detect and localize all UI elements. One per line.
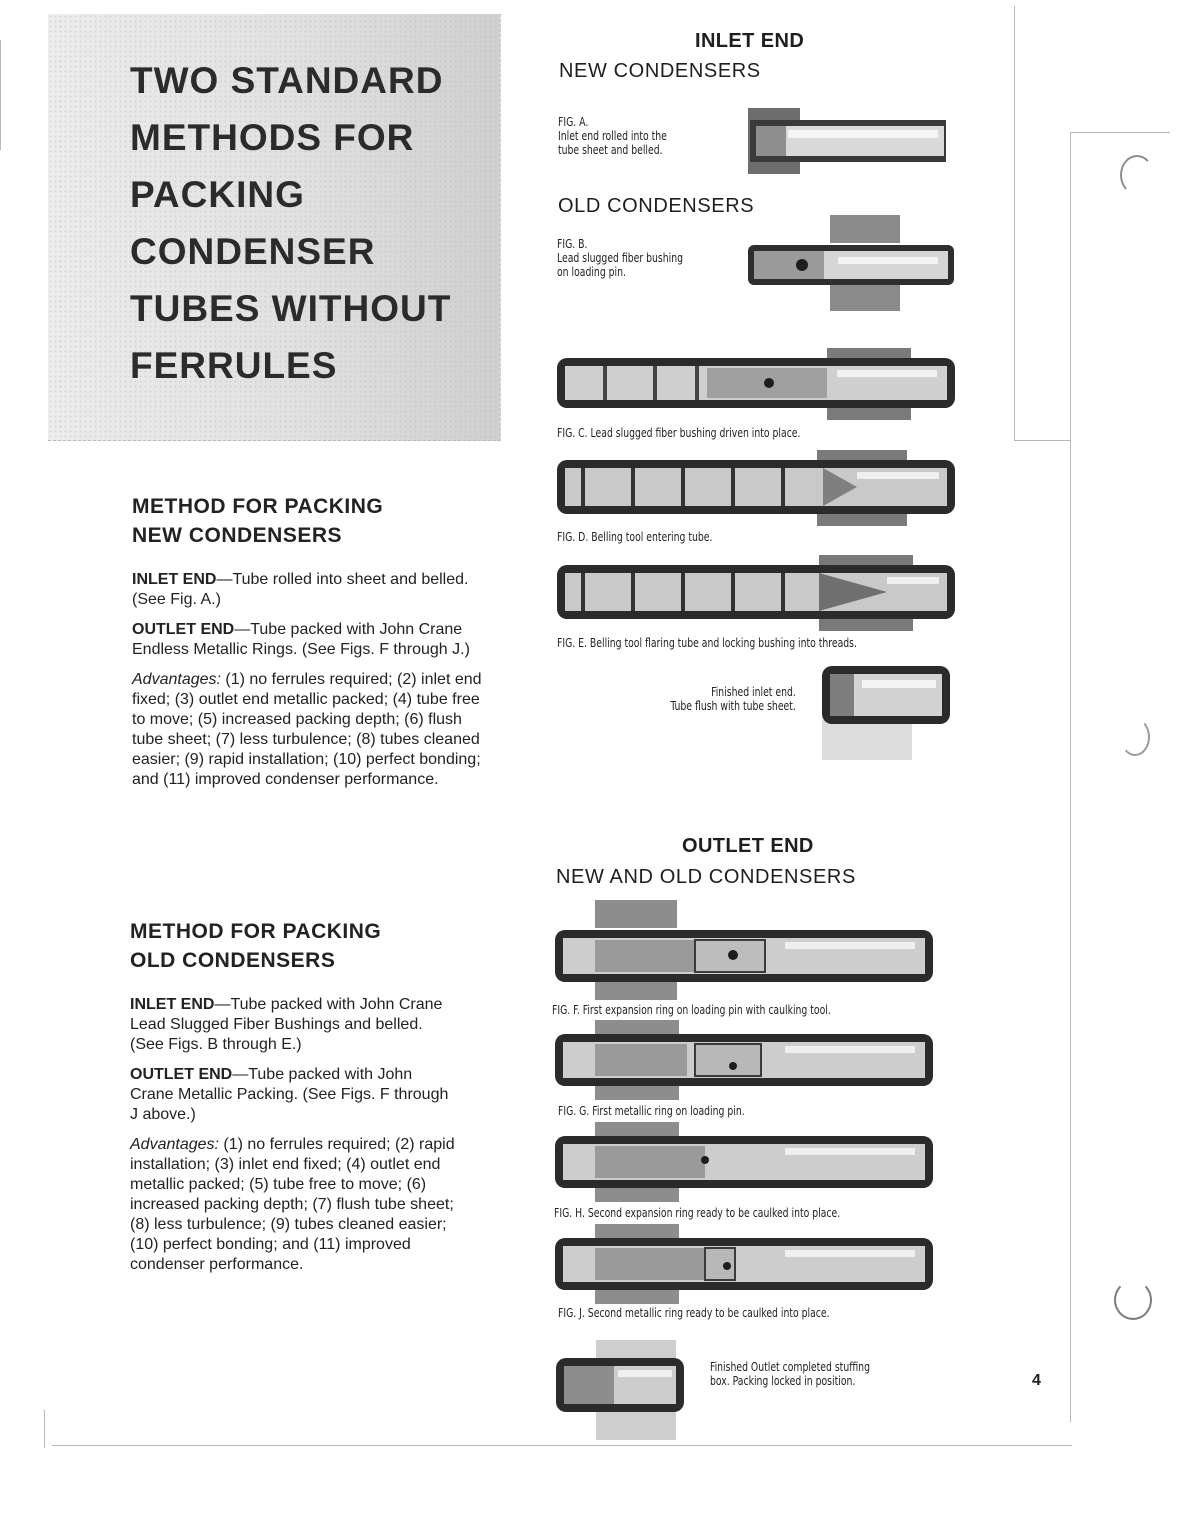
title-line: TUBES WITHOUT: [130, 288, 452, 329]
punch-hole-mark: [1114, 1280, 1152, 1320]
outlet-paragraph: [132, 620, 482, 660]
fig-f-caption: FIG. F. First expansion ring on loading pin with caulking tool.: [552, 1003, 831, 1017]
fig-j-caption: FIG. J. Second metallic ring ready to be caulked into place.: [558, 1306, 830, 1320]
title-line: PACKING: [130, 174, 305, 215]
caption-line: Lead slugged fiber bushing: [557, 251, 683, 265]
caption-line: box. Packing locked in position.: [710, 1374, 856, 1388]
finished-outlet-illustration: [556, 1340, 686, 1440]
finished-inlet-caption: [671, 685, 796, 713]
inlet-paragraph: [132, 570, 482, 610]
fig-c-caption: FIG. C. Lead slugged fiber bushing driven into place.: [557, 426, 801, 440]
caption-line: tube sheet and belled.: [558, 143, 663, 157]
outlet-heading: OUTLET END: [682, 835, 814, 857]
inlet-text: —Tube packed with John Crane Lead Slugged Fiber Bushings and belled. (See Figs. B through E.): [130, 996, 443, 1053]
title-line: METHODS FOR: [130, 117, 415, 158]
heading-line: METHOD FOR PACKING: [130, 920, 382, 943]
margin-rule: [0, 40, 1, 150]
advantages-paragraph: [130, 1135, 460, 1275]
caption-line: Finished Outlet completed stuffing: [710, 1360, 870, 1374]
title-line: FERRULES: [130, 345, 338, 386]
fig-c-illustration: [557, 348, 957, 420]
caption-line: Tube flush with tube sheet.: [670, 699, 796, 713]
inlet-heading: INLET END: [695, 30, 805, 52]
title-line: TWO STANDARD: [130, 60, 444, 101]
heading-line: OLD CONDENSERS: [130, 949, 336, 972]
title-line: CONDENSER: [130, 231, 376, 272]
page-title: [130, 52, 490, 394]
fig-g-illustration: [555, 1020, 935, 1100]
fig-label: FIG. A.: [558, 115, 589, 129]
fig-f-illustration: [555, 900, 935, 1000]
finished-inlet-illustration: [822, 660, 952, 760]
advantages-label: Advantages:: [130, 1136, 219, 1153]
fig-e-illustration: [557, 555, 957, 631]
fig-h-illustration: [555, 1122, 935, 1202]
advantages-paragraph: [132, 670, 482, 790]
finished-outlet-caption: [710, 1360, 870, 1388]
section-heading: [132, 492, 482, 550]
new-condensers-subheading: NEW CONDENSERS: [559, 60, 761, 82]
fig-label: FIG. B.: [557, 237, 588, 251]
old-condensers-subheading: OLD CONDENSERS: [558, 195, 755, 217]
inlet-paragraph: [130, 995, 460, 1055]
outlet-label: OUTLET END: [130, 1066, 233, 1083]
fig-g-caption: FIG. G. First metallic ring on loading pin.: [558, 1104, 745, 1118]
punch-hole-mark: [1120, 155, 1154, 195]
fig-e-caption: FIG. E. Belling tool flaring tube and locking bushing into threads.: [557, 636, 857, 650]
fig-d-caption: FIG. D. Belling tool entering tube.: [557, 530, 713, 544]
margin-rule: [1014, 6, 1015, 440]
fig-a-illustration: [748, 108, 952, 174]
advantages-text: (1) no ferrules required; (2) rapid installation; (3) inlet end fixed; (4) outlet end metallic packed; (5) tube free to move; (6) increased packing depth; (7) flush tube sheet; (8) less turbulence; (9) tubes cleaned easier; (10) perfect bonding; and (11) improved condenser performance.: [130, 1136, 455, 1273]
fig-j-illustration: [555, 1224, 935, 1304]
outlet-text: —Tube packed with John Crane Metallic Packing. (See Figs. F through J above.): [130, 1066, 449, 1123]
new-method-section: [132, 492, 482, 790]
outlet-paragraph: [130, 1065, 460, 1125]
heading-line: NEW CONDENSERS: [132, 524, 343, 547]
punch-hole-mark: [1120, 718, 1150, 756]
caption-line: Finished inlet end.: [711, 685, 796, 699]
fig-d-illustration: [557, 450, 957, 526]
margin-rule: [52, 1445, 1072, 1446]
fig-b-illustration: [748, 215, 956, 311]
margin-rule: [1070, 132, 1170, 133]
inlet-text: —Tube rolled into sheet and belled. (See Fig. A.): [132, 571, 469, 608]
inlet-label: INLET END: [132, 571, 217, 588]
caption-line: on loading pin.: [557, 265, 626, 279]
section-heading: [130, 917, 460, 975]
outlet-text: —Tube packed with John Crane Endless Metallic Rings. (See Figs. F through J.): [132, 621, 470, 658]
fig-a-caption: [558, 115, 667, 157]
margin-rule: [1070, 132, 1071, 1422]
new-and-old-subheading: NEW AND OLD CONDENSERS: [556, 866, 856, 888]
margin-rule: [1014, 440, 1070, 441]
advantages-text: (1) no ferrules required; (2) inlet end fixed; (3) outlet end metallic packed; (4) tube free to move; (5) increased packing depth; (6) flush tube sheet; (7) less turbulence; (8) tubes cleaned easier; (9) rapid installation; (10) perfect bonding; and (11) improved condenser performance.: [132, 671, 482, 788]
old-method-section: [130, 917, 460, 1275]
heading-line: METHOD FOR PACKING: [132, 495, 384, 518]
outlet-label: OUTLET END: [132, 621, 235, 638]
fig-h-caption: FIG. H. Second expansion ring ready to be caulked into place.: [554, 1206, 841, 1220]
advantages-label: Advantages:: [132, 671, 221, 688]
margin-rule: [44, 1410, 45, 1448]
inlet-label: INLET END: [130, 996, 215, 1013]
caption-line: Inlet end rolled into the: [558, 129, 667, 143]
page-number: 4: [1032, 1372, 1041, 1389]
fig-b-caption: [557, 237, 683, 279]
